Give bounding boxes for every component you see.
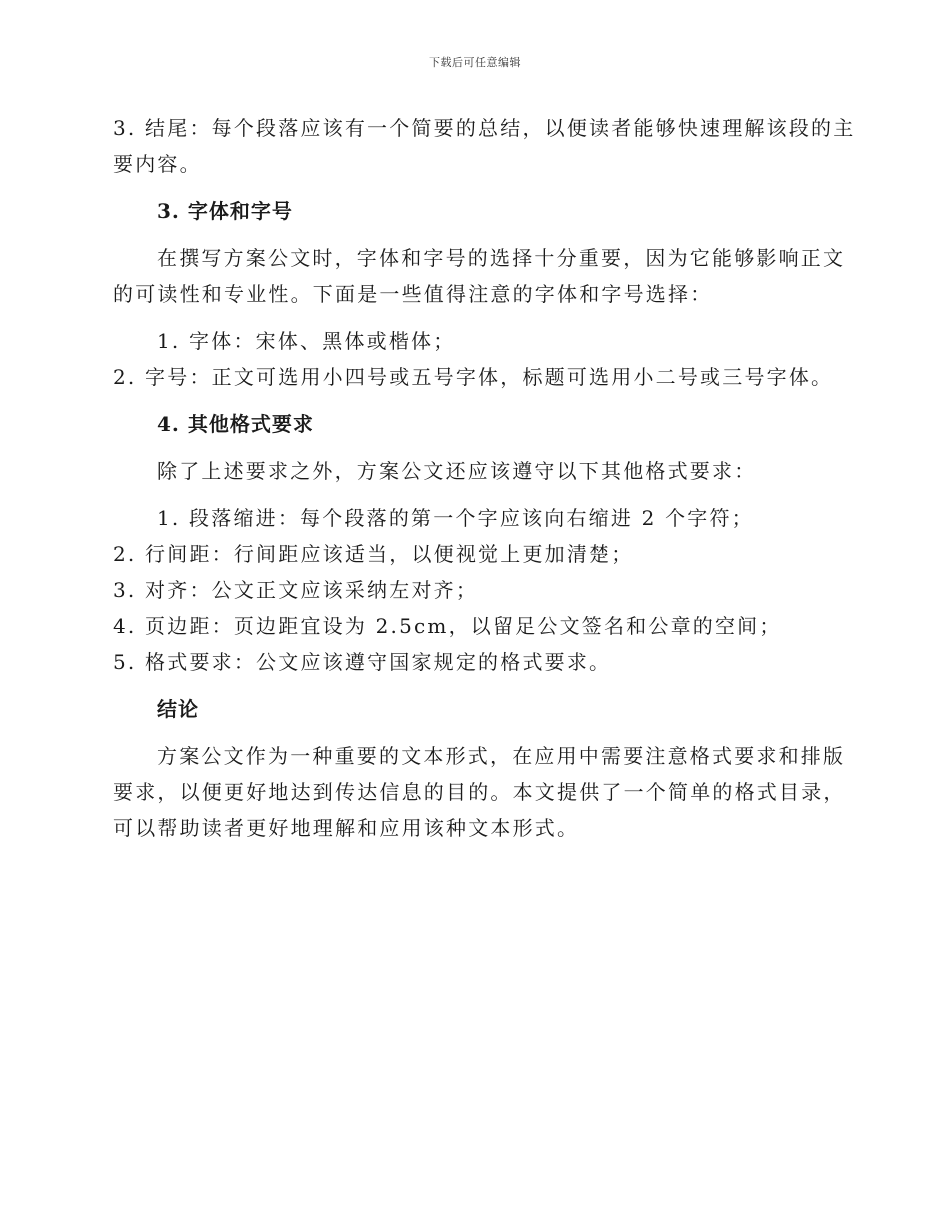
section-heading-conclusion: 结论	[157, 697, 199, 721]
paragraph-line: 除了上述要求之外，方案公文还应该遵守以下其他格式要求：	[157, 459, 757, 483]
list-item: 5. 格式要求：公文应该遵守国家规定的格式要求。	[113, 650, 612, 674]
section-heading-font: 3. 字体和字号	[157, 199, 293, 223]
list-item: 2. 字号：正文可选用小四号或五号字体，标题可选用小二号或三号字体。	[113, 365, 834, 389]
paragraph-line: 3. 结尾：每个段落应该有一个简要的总结，以便读者能够快速理解该段的主	[113, 116, 856, 140]
paragraph-line: 可以帮助读者更好地理解和应用该种文本形式。	[113, 816, 580, 840]
document-body	[113, 110, 856, 846]
list-item: 4. 页边距：页边距宜设为 2.5cm，以留足公文签名和公章的空间；	[113, 614, 782, 638]
section-heading-other: 4. 其他格式要求	[157, 412, 314, 436]
list-item: 3. 对齐：公文正文应该采纳左对齐；	[113, 578, 479, 602]
list-item: 2. 行间距：行间距应该适当，以便视觉上更加清楚；	[113, 542, 634, 566]
list-item: 1. 段落缩进：每个段落的第一个字应该向右缩进 2 个字符；	[157, 506, 754, 530]
paragraph-line: 在撰写方案公文时，字体和字号的选择十分重要，因为它能够影响正文	[157, 246, 846, 270]
paragraph-line: 的可读性和专业性。下面是一些值得注意的字体和字号选择：	[113, 282, 713, 306]
page-header: 下载后可任意编辑	[429, 56, 521, 69]
paragraph-line: 要内容。	[113, 152, 202, 176]
paragraph-line: 要求，以便更好地达到传达信息的目的。本文提供了一个简单的格式目录，	[113, 780, 846, 804]
paragraph-line: 方案公文作为一种重要的文本形式，在应用中需要注意格式要求和排版	[157, 744, 846, 768]
list-item: 1. 字体：宋体、黑体或楷体；	[157, 329, 456, 353]
